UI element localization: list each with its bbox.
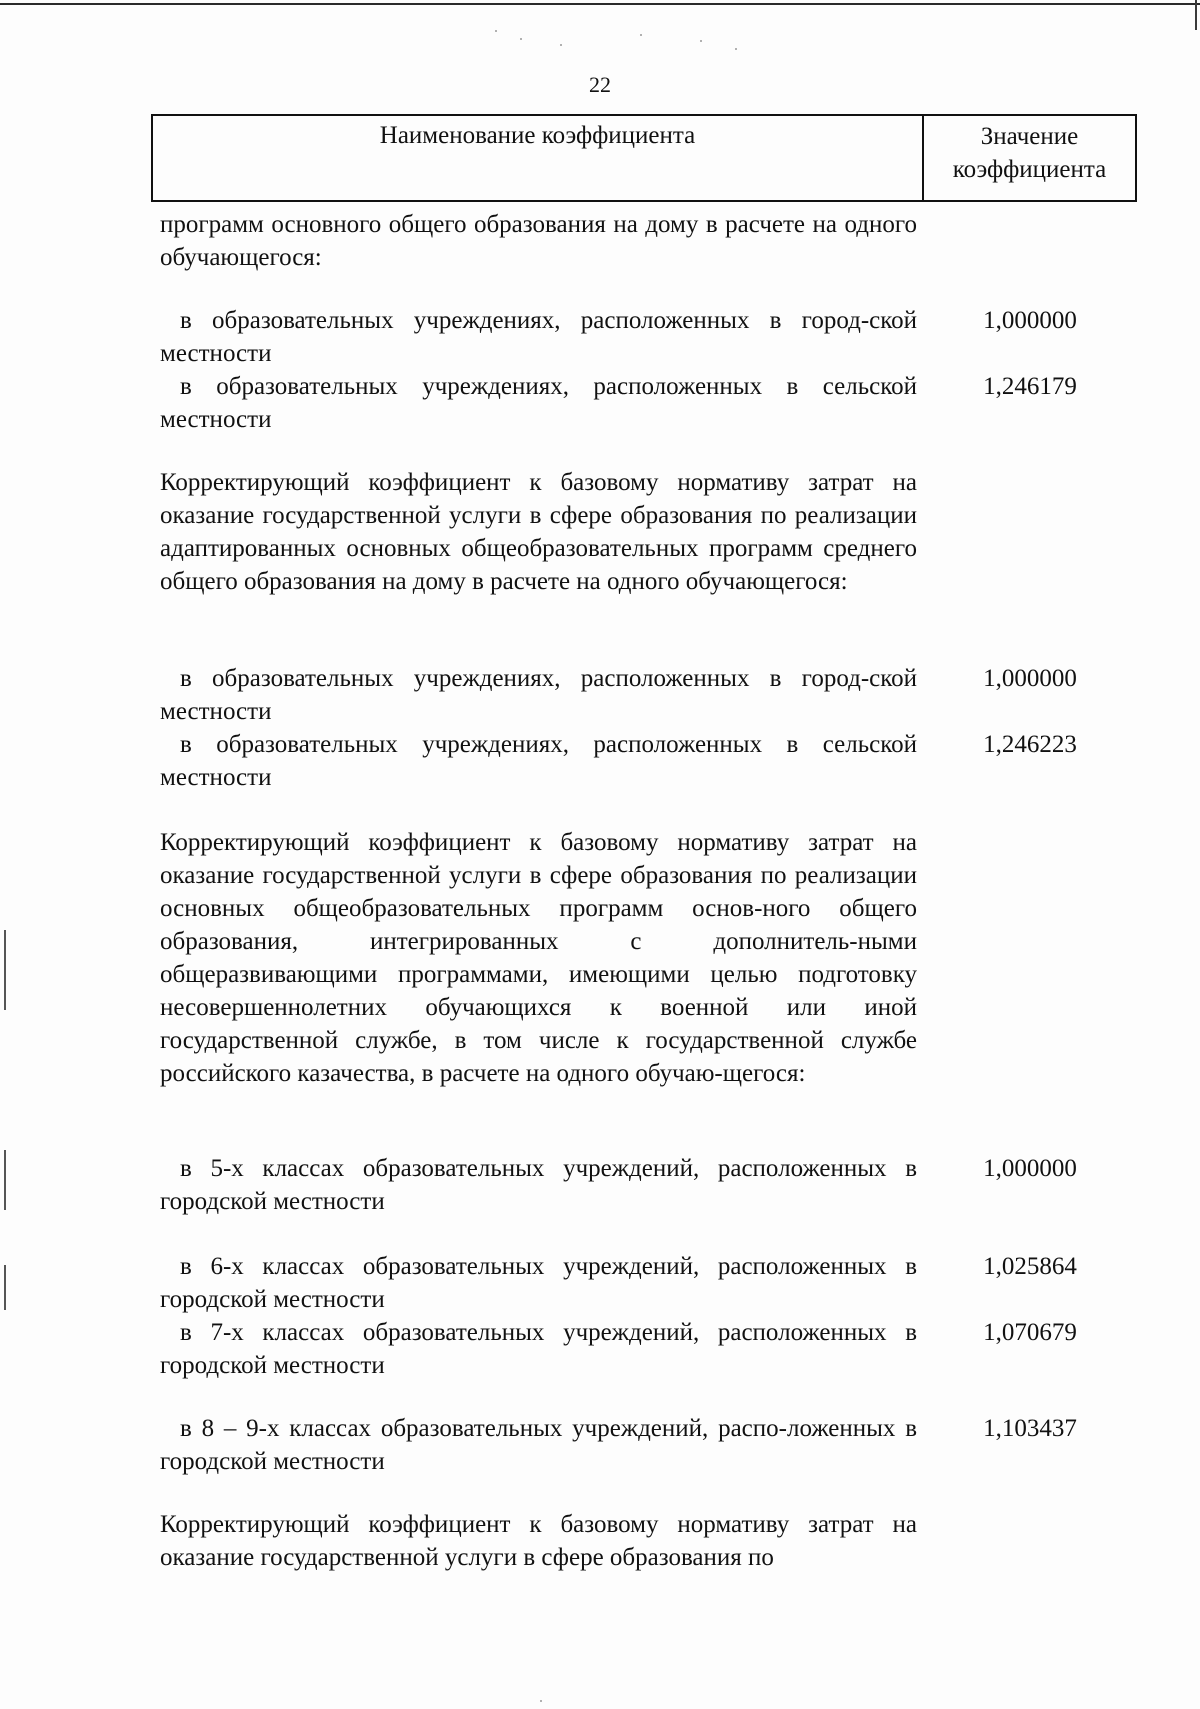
scan-mark: [4, 930, 6, 1010]
scan-edge-right: [1195, 0, 1197, 30]
table-header: [151, 114, 1137, 202]
scan-edge-top: [0, 3, 1200, 5]
coefficient-value: 1,246223: [983, 731, 1077, 758]
scan-speck: [540, 1700, 542, 1702]
coefficient-value: 1,246179: [983, 373, 1077, 400]
header-value-column: Значение коэффициента: [952, 123, 1107, 183]
section-intro: Корректирующий коэффициент к базовому нормативу затрат на оказание государственной услуги в сфере образования по: [160, 1511, 917, 1571]
coefficient-value: 1,070679: [983, 1319, 1077, 1346]
scan-speck: [520, 38, 522, 40]
coefficient-value: 1,000000: [983, 665, 1077, 692]
coefficient-value: 1,103437: [983, 1415, 1077, 1442]
coefficient-value: 1,000000: [983, 1155, 1077, 1182]
scan-mark: [4, 1150, 6, 1210]
coefficient-item-text: в 7-х классах образовательных учреждений, расположенных в городской местности: [160, 1319, 917, 1379]
header-name-column: Наименование коэффициента: [153, 116, 924, 200]
scan-speck: [700, 40, 702, 42]
section-intro: Корректирующий коэффициент к базовому нормативу затрат на оказание государственной услуги в сфере образования по реализации основных общеобразовательных программ основ-ного общего образования, интегрированных с дополнитель-ными общеразвивающими программами, имеющими целью подготовку несовершеннолетних обучающихся к военной или иной государственной службе, в том числе к государственной службе российского казачества, в расчете на одного обучаю-щегося:: [160, 829, 917, 1087]
scan-speck: [735, 48, 737, 50]
coefficient-value: 1,000000: [983, 307, 1077, 334]
scan-speck: [495, 30, 497, 32]
coefficient-item-text: в 8 – 9-х классах образовательных учреждений, распо-ложенных в городской местности: [160, 1415, 917, 1475]
section-intro: Корректирующий коэффициент к базовому нормативу затрат на оказание государственной услуги в сфере образования по реализации адаптированных основных общеобразовательных программ среднего общего образования на дому в расчете на одного обучающегося:: [160, 469, 917, 595]
coefficient-item-text: в образовательных учреждениях, расположенных в сельской местности: [160, 373, 917, 433]
coefficient-item-text: в образовательных учреждениях, расположенных в город-ской местности: [160, 665, 917, 725]
scan-mark: [4, 1265, 6, 1310]
coefficient-item-text: в образовательных учреждениях, расположенных в город-ской местности: [160, 307, 917, 367]
section-intro: программ основного общего образования на дому в расчете на одного обучающегося:: [160, 211, 917, 271]
coefficient-item-text: в 5-х классах образовательных учреждений, расположенных в городской местности: [160, 1155, 917, 1215]
coefficient-value: 1,025864: [983, 1253, 1077, 1280]
page-number: 22: [589, 72, 611, 97]
coefficient-item-text: в образовательных учреждениях, расположенных в сельской местности: [160, 731, 917, 791]
coefficient-item-text: в 6-х классах образовательных учреждений, расположенных в городской местности: [160, 1253, 917, 1313]
scan-speck: [560, 44, 562, 46]
scan-speck: [640, 34, 642, 36]
